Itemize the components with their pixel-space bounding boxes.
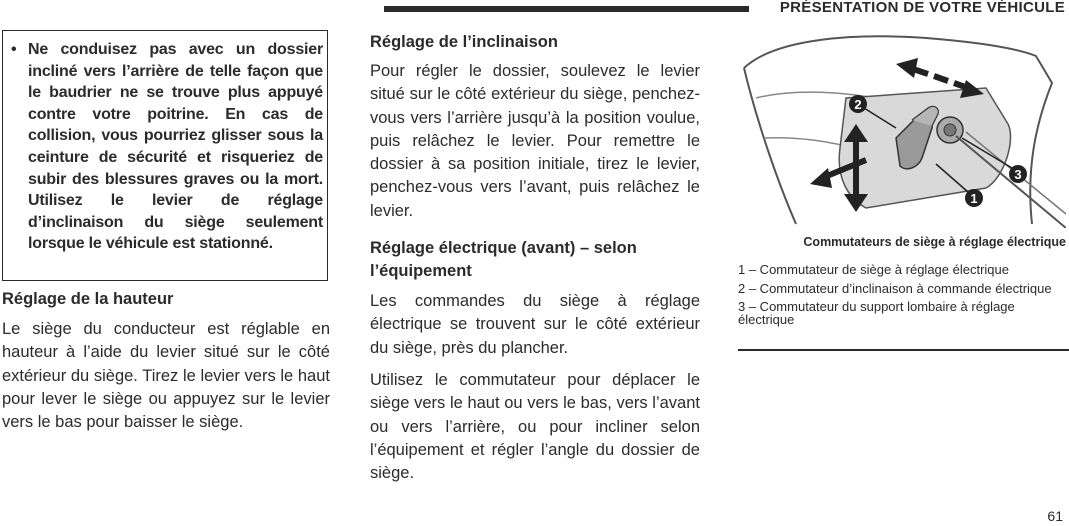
seat-switch-illustration	[736, 28, 1066, 228]
callout-3	[1009, 165, 1027, 183]
legend-item-2: 2 – Commutateur d’inclinaison à commande électrique	[738, 280, 1052, 296]
height-heading: Réglage de la hauteur	[2, 290, 174, 308]
header-rule	[384, 6, 749, 12]
callout-1	[965, 189, 983, 207]
legend-rule	[738, 349, 1069, 351]
page-number: 61	[1047, 508, 1063, 524]
height-section	[2, 290, 330, 434]
middle-column	[370, 33, 700, 485]
svg-text:1: 1	[970, 191, 978, 206]
warning-text: Ne conduisez pas avec un dossier incliné vers l’arrière de telle façon que le baudrier ne se trouve plus appuyé contre votre poitrine. En cas de collision, vous pourriez glisser sous la ceinture de sécurité et risqueriez de subir des blessures graves ou la mort. Utilisez le levier de réglage d’inclinaison du siège seulement lorsque le véhicule est stationné.	[28, 41, 323, 253]
warning-bullet: •	[11, 41, 17, 58]
figure-caption: Commutateurs de siège à réglage électrique	[803, 235, 1066, 249]
warning-box	[2, 30, 328, 281]
recline-body: Pour régler le dossier, soulevez le levier situé sur le côté extérieur du siège, penchez-vous vers l’arrière jusqu’à la position voulue, puis relâchez le levier. Pour remettre le dossier à sa position initiale, tirez le levier, penchez-vous vers l’avant, puis relâchez le levier.	[370, 62, 700, 220]
recline-heading: Réglage de l’inclinaison	[370, 33, 558, 51]
legend-item-1: 1 – Commutateur de siège à réglage électrique	[738, 262, 1009, 277]
figure-legend	[738, 264, 1066, 332]
svg-text:3: 3	[1014, 167, 1022, 182]
height-body: Le siège du conducteur est réglable en hauteur à l’aide du levier situé sur le côté extérieur du siège. Tirez le levier vers le haut pour lever le siège ou appuyez sur le levier vers le bas pour baisser le siège.	[2, 320, 330, 432]
section-title: PRÉSENTATION DE VOTRE VÉHICULE	[779, 0, 1065, 16]
power-heading: Réglage électrique (avant) – selon l’équipement	[370, 239, 637, 281]
svg-text:2: 2	[854, 97, 862, 112]
legend-item-3: 3 – Commutateur du support lombaire à réglage électrique	[738, 299, 1015, 327]
callout-2	[849, 95, 867, 113]
power-body-1: Les commandes du siège à réglage électrique se trouvent sur le côté extérieur du siège, près du plancher.	[370, 292, 700, 357]
power-body-2: Utilisez le commutateur pour déplacer le siège vers le haut ou vers le bas, vers l’avant ou vers l’arrière, ou pour incliner selon l’équipement et régler l’angle du dossier de siège.	[370, 370, 700, 483]
